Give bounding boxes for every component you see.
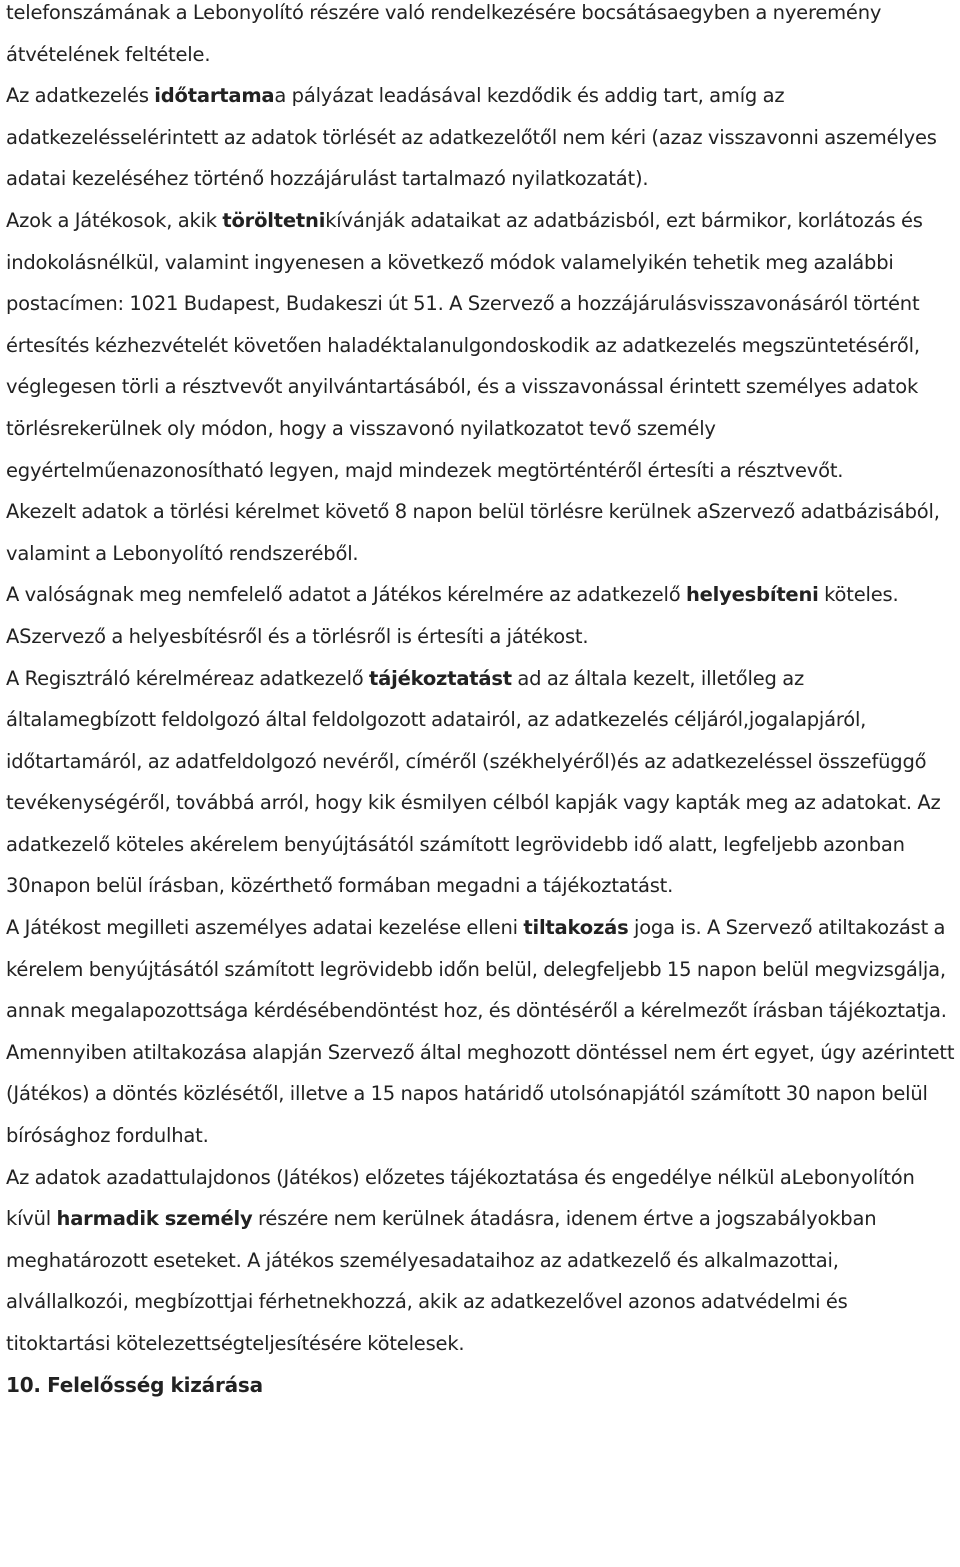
text-run: Az adatok azadattulajdonos (Játékos) előzetes tájékoztatása és engedélye nélkül aLebonyolítón kívül — [6, 1165, 915, 1231]
text-run: a pályázat leadásával kezdődik és addig tart, amíg az adatkezelésselérintett az adatok törlését az adatkezelőtől nem kéri (azaz visszavonni aszemélyes adatai kezeléséhez történő hozzájárulást tartalmazó nyilatkozatát). — [6, 84, 937, 191]
bold-term: harmadik személy — [56, 1207, 253, 1231]
body-paragraph — [6, 574, 956, 657]
text-run: részére nem kerülnek átadásra, idenem értve a jogszabályokban meghatározott eseteket. A játékos személyesadataihoz az adatkezelő és alkalmazottai, alvállalkozói, megbízottjai férhetnekhozzá, akik az adatkezelővel azonos adatvédelmi és titoktartási kötelezettségteljesítésére kötelesek. — [6, 1207, 877, 1355]
text-run: A Regisztráló kérelméreaz adatkezelő — [6, 666, 370, 690]
text-run: köteles. ASzervező a helyesbítésről és a törlésről is értesíti a játékost. — [6, 583, 899, 648]
text-run: telefonszámának a Lebonyolító részére való rendelkezésére bocsátásaegyben a nyeremény átvételének feltétele. — [6, 1, 882, 66]
bold-term: tiltakozás — [523, 916, 629, 940]
document-body — [6, 0, 956, 1365]
text-run: Az adatkezelés — [6, 84, 155, 108]
body-paragraph — [6, 658, 956, 908]
text-run: ad az általa kezelt, illetőleg az általamegbízott feldolgozó által feldolgozott adatairól, az adatkezelés céljáról,jogalapjáról, időtartamáról, az adatfeldolgozó nevéről, címéről (székhelyéről)és az adatkezeléssel összefüggő tevékenységéről, továbbá arról, hogy kik ésmilyen célból kapják vagy kapták meg az adatokat. Az adatkezelő köteles akérelem benyújtásától számított legrövidebb idő alatt, legfeljebb azonban 30napon belül írásban, közérthető formában megadni a tájékoztatást. — [6, 666, 941, 898]
bold-term: tájékoztatást — [369, 666, 512, 690]
body-paragraph — [6, 75, 956, 200]
text-run: A Játékost megilleti aszemélyes adatai kezelése elleni — [6, 916, 524, 940]
body-paragraph — [6, 1157, 956, 1365]
text-run: Akezelt adatok a törlési kérelmet követő 8 napon belül törlésre kerülnek aSzervező adatbázisából, valamint a Lebonyolító rendszeréből. — [6, 500, 940, 565]
section-heading: 10. Felelősség kizárása — [6, 1372, 263, 1397]
text-run: joga is. A Szervező atiltakozást a kérelem benyújtásától számított legrövidebb időn belül, delegfeljebb 15 napon belül megvizsgálja, annak megalapozottsága kérdésébendöntést hoz, és döntéséről a kérelmezőt írásban tájékoztatja. Amennyiben atiltakozása alapján Szervező által meghozott döntéssel nem ért egyet, úgy azérintett (Játékos) a döntés közlésétől, illetve a 15 napos határidő utolsónapjától számított 30 napon belül bírósághoz fordulhat. — [6, 916, 955, 1148]
text-run: A valóságnak meg nemfelelő adatot a Játékos kérelmére az adatkezelő — [6, 583, 686, 607]
bold-term: időtartama — [154, 84, 275, 108]
body-paragraph — [6, 0, 956, 75]
text-run: kívánják adataikat az adatbázisból, ezt bármikor, korlátozás és indokolásnélkül, valamint ingyenesen a következő módok valamelyikén tehetik meg azalábbi postacímen: 1021 Budapest, Budakeszi út 51. A Szervező a hozzájárulásvisszavonásáról történt értesítés kézhezvételét követően haladéktalanulgondoskodik az adatkezelés megszüntetéséről, véglegesen törli a résztvevőt anyilvántartásából, és a visszavonással érintett személyes adatok törlésrekerülnek oly módon, hogy a visszavonó nyilatkozatot tevő személy egyértelműenazonosítható legyen, majd mindezek megtörténtéről értesíti a résztvevőt. — [6, 208, 923, 482]
bold-term: helyesbíteni — [685, 583, 819, 607]
body-paragraph — [6, 907, 956, 1157]
bold-term: töröltetni — [222, 208, 326, 232]
body-paragraph — [6, 491, 956, 574]
text-run: Azok a Játékosok, akik — [6, 208, 223, 232]
body-paragraph — [6, 200, 956, 491]
